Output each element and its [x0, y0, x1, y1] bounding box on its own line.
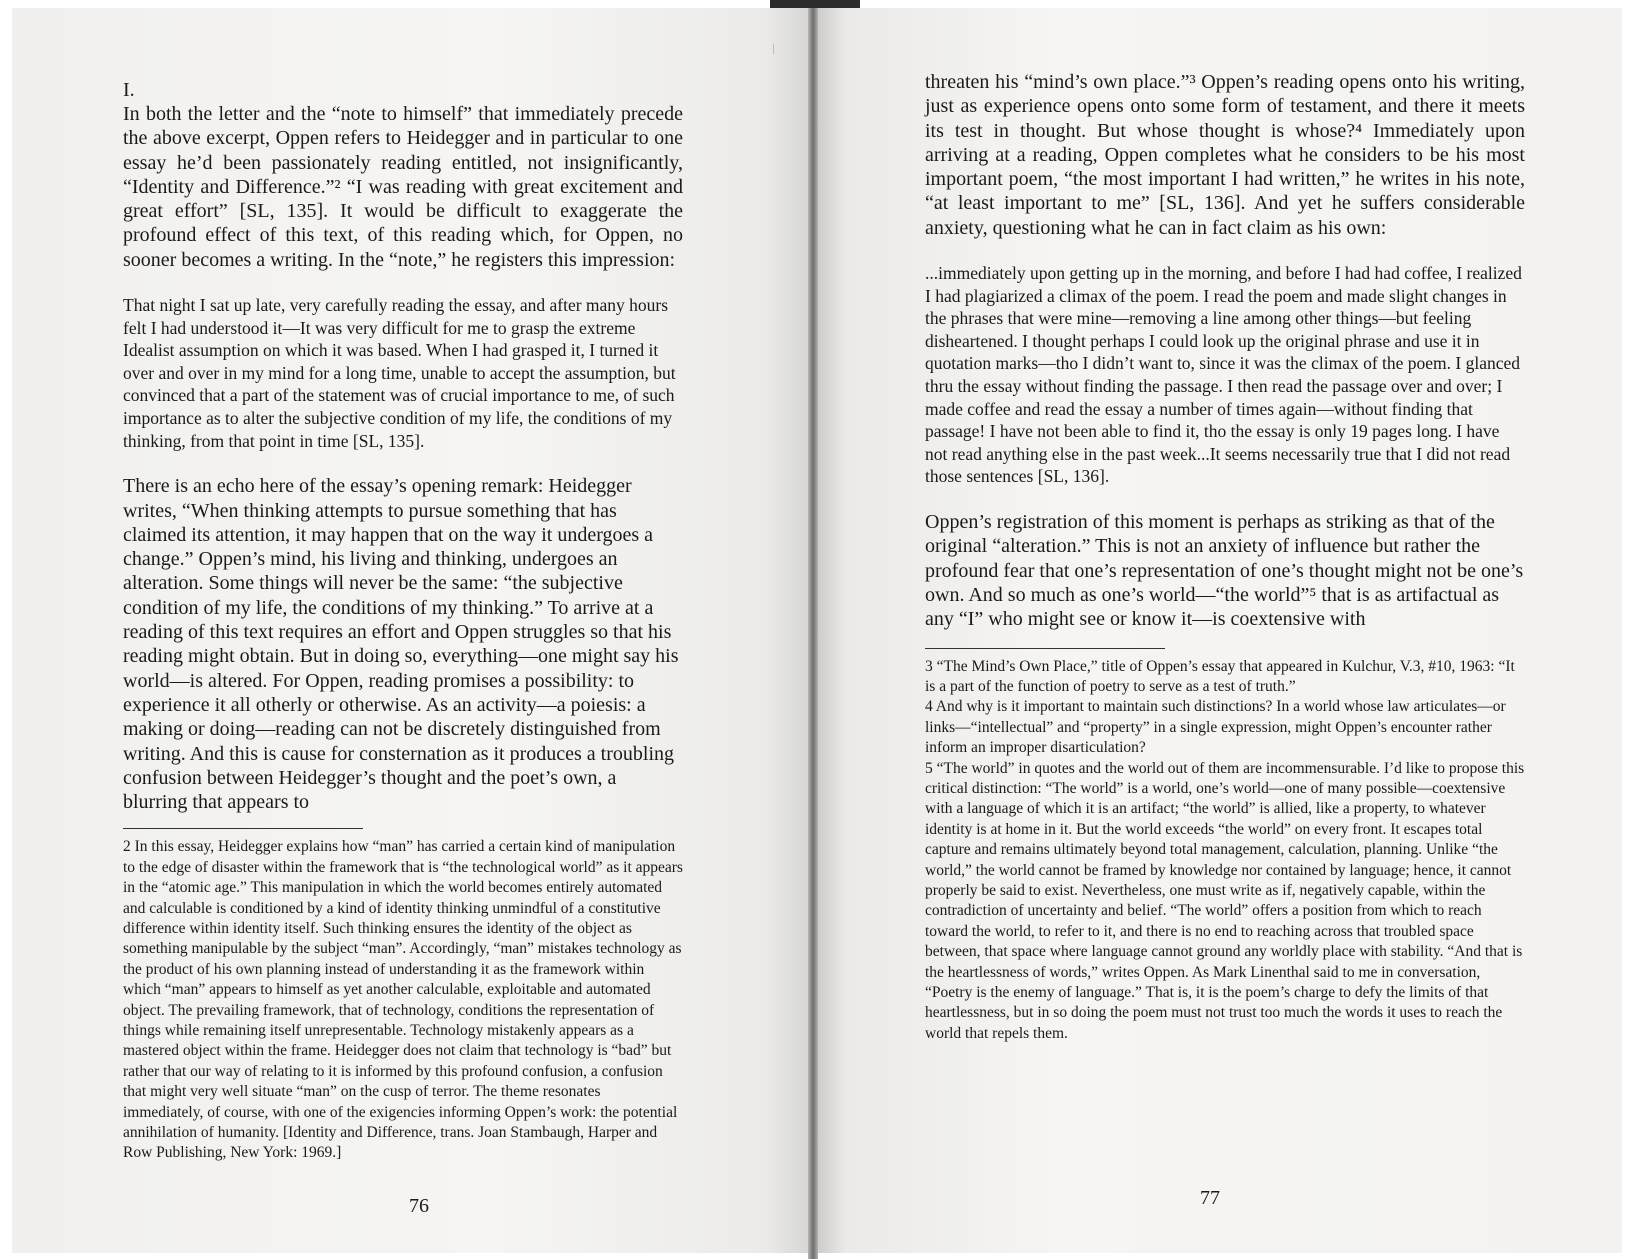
book-spine — [808, 0, 818, 1259]
footnote-rule — [925, 648, 1165, 649]
footnote-3: 3 “The Mind’s Own Place,” title of Oppen’s essay that appeared in Kulchur, V.3, #10, 1963: “It is a part of the function of poetry to serve as a test of truth.” — [925, 657, 1515, 695]
right-page-text — [925, 70, 1525, 1044]
right-paragraph-1: threaten his “mind’s own place.”³ Oppen’s reading opens onto his writing, just as experience opens onto some form of testament, and there it meets its test in thought. But whose thought is whose?⁴ Immediately upon arriving at a reading, Oppen completes what he considers to be his most important poem, “the most important I had written,” he writes in his note, “at least important to me” [SL, 136]. And yet he suffers considerable anxiety, questioning what he can in fact claim as his own: — [925, 71, 1525, 239]
right-paragraph-2: Oppen’s registration of this moment is perhaps as striking as that of the original “alteration.” This is not an anxiety of influence but rather the profound fear that one’s representation of one’s thought might not be one’s own. And so much as one’s world—“the world”⁵ that is as artifactual as any “I” who might see or know it—is coextensive with — [925, 511, 1524, 631]
left-page-text — [123, 78, 683, 1164]
footnote-4: 4 And why is it important to maintain such distinctions? In a world whose law articulates—or links—“intellectual” and “property” in a single expression, might Oppen’s encounter rather inform an improper disarticulation? — [925, 698, 1506, 757]
footnote-rule — [123, 828, 363, 829]
page-number-right: 77 — [1200, 1187, 1220, 1209]
left-paragraph-2: There is an echo here of the essay’s opening remark: Heidegger writes, “When thinking attempts to pursue something that has claimed its attention, it may happen that on the way it undergoes a change.” Oppen’s mind, his living and thinking, undergoes an alteration. Some things will never be the same: “the subjective condition of my life, the conditions of my thinking.” To arrive at a reading of this text requires an effort and Oppen struggles so that his reading might obtain. But in doing so, everything—one might say his world—is altered. For Oppen, reading promises a possibility: to experience it all otherly or otherwise. As an activity—a poiesis: a making or doing—reading can not be discretely distinguished from writing. And this is cause for consternation as it produces a troubling confusion between Heidegger’s thought and the poet’s own, a blurring that appears to — [123, 475, 679, 814]
left-paragraph-1: In both the letter and the “note to himself” that immediately precede the above excerpt, Oppen refers to Heidegger and in particular to one essay he’d been passionately reading entitled, not insignificantly, “Identity and Difference.”² “I was reading with great excitement and great effort” [SL, 135]. It would be difficult to exaggerate the profound effect of this text, of this reading which, for Oppen, no sooner becomes a writing. In the “note,” he registers this impression: — [123, 103, 683, 271]
footnote-5: 5 “The world” in quotes and the world out of them are incommensurable. I’d like to propose this critical distinction: “The world” is a world, one’s world—one of many possible—coextensive with a language of which it is an artifact; “the world” is allied, like a property, to whatever identity is at home in it. But the world exceeds “the world” on every front. It escapes total capture and remains ultimately beyond total management, calculation, planning. Unlike “the world,” the world cannot be framed by knowledge nor contained by language; hence, it cannot properly be said to exist. Nevertheless, one must write as if, negatively capable, within the contradiction of uncertainty and belief. “The world” offers a position from which to reach toward the world, to refer to it, and there is no end to reaching across that troubled space between, that space where language cannot ground any worldly place with stability. “And that is the heartlessness of words,” writes Oppen. As Mark Linenthal said to me in conversation, “Poetry is the enemy of language.” That is, it is the poem’s charge to defy the limits of that heartlessness, but in so doing the poem must not trust too much the words it uses to reach the world that repels them. — [925, 759, 1525, 1042]
top-edge-shadow — [770, 0, 860, 8]
paper-mark — [773, 44, 774, 54]
section-heading: I. — [123, 79, 135, 101]
page-number-left: 76 — [409, 1195, 429, 1217]
footnote-2: 2 In this essay, Heidegger explains how “man” has carried a certain kind of manipulation to the edge of disaster within the framework that is “the technological world” as it appears in the “atomic age.” This manipulation in which the world becomes entirely automated and calculable is conditioned by a kind of identity thinking unmindful of a constitutive difference within identity itself. Such thinking ensures the identity of the object as something manipulable by the subject “man”. Accordingly, “man” mistakes technology as the product of his own planning instead of understanding it as the framework within which “man” appears to himself as yet another calculable, exploitable and automated object. The prevailing framework, that of technology, conditions the representation of things while remaining itself unrepresentable. Technology mistakenly appears as a mastered object within the frame. Heidegger does not claim that technology is “bad” but rather that our way of relating to it is informed by this profound confusion, a confusion that might very well situate “man” on the cusp of terror. The theme resonates immediately, of course, with one of the exigencies informing Oppen’s work: the potential annihilation of humanity. [Identity and Difference, trans. Joan Stambaugh, Harper and Row Publishing, New York: 1969.] — [123, 838, 683, 1162]
right-block-quote: ...immediately upon getting up in the morning, and before I had had coffee, I realized I had plagiarized a climax of the poem. I read the poem and made slight changes in the phrases that were mine—removing a line among other things—but feeling disheartened. I thought perhaps I could look up the original phrase and use it in quotation marks—tho I didn’t want to, since it was the climax of the poem. I glanced thru the essay without finding the passage. I then read the passage over and over; I made coffee and read the essay a number of times again—without finding that passage! I have not been able to find it, tho the essay is only 19 pages long. I have not read anything else in the past week...It seems necessarily true that I did not read those sentences [SL, 136]. — [925, 263, 1522, 487]
left-block-quote: That night I sat up late, very carefully reading the essay, and after many hours felt I had understood it—It was very difficult for me to grasp the extreme Idealist assumption on which it was based. When I had grasped it, I turned it over and over in my mind for a long time, unable to accept the assumption, but convinced that a part of the statement was of crucial importance to me, of such importance as to alter the subjective condition of my life, the conditions of my thinking, from that point in time [SL, 135]. — [123, 295, 676, 451]
